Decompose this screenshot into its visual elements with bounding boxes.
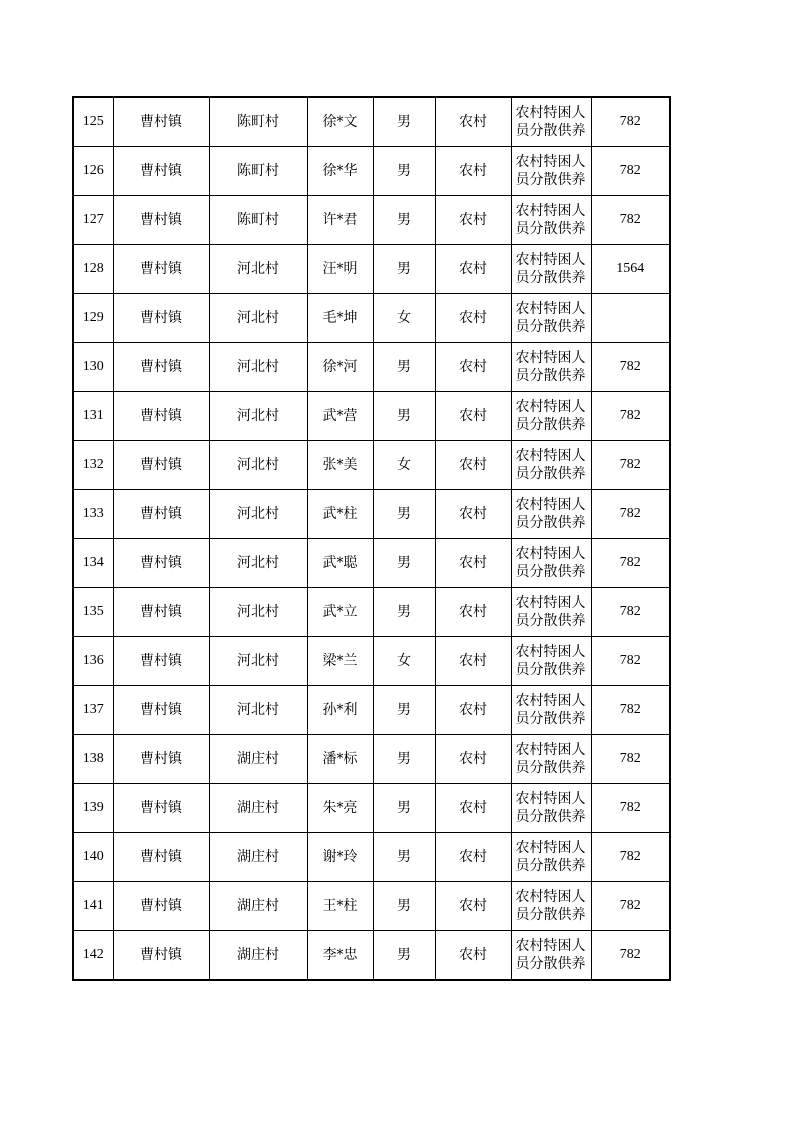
gender-cell: 男 bbox=[373, 490, 435, 539]
area-type-cell: 农村 bbox=[435, 882, 511, 931]
row-number-cell: 134 bbox=[73, 539, 113, 588]
gender-cell: 女 bbox=[373, 294, 435, 343]
table-body bbox=[73, 97, 670, 980]
table-row bbox=[73, 97, 670, 147]
gender-cell: 男 bbox=[373, 931, 435, 981]
person-name-cell: 张*美 bbox=[307, 441, 373, 490]
row-number-cell: 142 bbox=[73, 931, 113, 981]
table-row bbox=[73, 931, 670, 981]
area-type-cell: 农村 bbox=[435, 588, 511, 637]
person-name-cell: 孙*利 bbox=[307, 686, 373, 735]
village-cell: 河北村 bbox=[209, 343, 307, 392]
village-cell: 河北村 bbox=[209, 539, 307, 588]
person-name-cell: 武*营 bbox=[307, 392, 373, 441]
amount-cell bbox=[591, 294, 670, 343]
gender-cell: 男 bbox=[373, 882, 435, 931]
person-name-cell: 朱*亮 bbox=[307, 784, 373, 833]
town-cell: 曹村镇 bbox=[113, 539, 209, 588]
gender-cell: 女 bbox=[373, 637, 435, 686]
support-category-cell: 农村特困人员分散供养 bbox=[511, 931, 591, 981]
area-type-cell: 农村 bbox=[435, 147, 511, 196]
support-category-cell: 农村特困人员分散供养 bbox=[511, 637, 591, 686]
village-cell: 河北村 bbox=[209, 637, 307, 686]
row-number-cell: 128 bbox=[73, 245, 113, 294]
gender-cell: 男 bbox=[373, 196, 435, 245]
village-cell: 湖庄村 bbox=[209, 931, 307, 981]
row-number-cell: 138 bbox=[73, 735, 113, 784]
area-type-cell: 农村 bbox=[435, 735, 511, 784]
village-cell: 陈町村 bbox=[209, 147, 307, 196]
row-number-cell: 130 bbox=[73, 343, 113, 392]
amount-cell: 782 bbox=[591, 588, 670, 637]
town-cell: 曹村镇 bbox=[113, 97, 209, 147]
area-type-cell: 农村 bbox=[435, 392, 511, 441]
table-row bbox=[73, 441, 670, 490]
person-name-cell: 武*柱 bbox=[307, 490, 373, 539]
town-cell: 曹村镇 bbox=[113, 588, 209, 637]
relief-roster-table bbox=[72, 96, 671, 981]
village-cell: 河北村 bbox=[209, 490, 307, 539]
row-number-cell: 141 bbox=[73, 882, 113, 931]
table-row bbox=[73, 392, 670, 441]
village-cell: 河北村 bbox=[209, 441, 307, 490]
village-cell: 陈町村 bbox=[209, 97, 307, 147]
table-row bbox=[73, 245, 670, 294]
person-name-cell: 许*君 bbox=[307, 196, 373, 245]
person-name-cell: 李*忠 bbox=[307, 931, 373, 981]
town-cell: 曹村镇 bbox=[113, 245, 209, 294]
town-cell: 曹村镇 bbox=[113, 882, 209, 931]
table-row bbox=[73, 343, 670, 392]
person-name-cell: 武*立 bbox=[307, 588, 373, 637]
amount-cell: 782 bbox=[591, 490, 670, 539]
amount-cell: 782 bbox=[591, 686, 670, 735]
support-category-cell: 农村特困人员分散供养 bbox=[511, 490, 591, 539]
gender-cell: 男 bbox=[373, 833, 435, 882]
table-row bbox=[73, 686, 670, 735]
row-number-cell: 140 bbox=[73, 833, 113, 882]
support-category-cell: 农村特困人员分散供养 bbox=[511, 392, 591, 441]
town-cell: 曹村镇 bbox=[113, 931, 209, 981]
support-category-cell: 农村特困人员分散供养 bbox=[511, 833, 591, 882]
support-category-cell: 农村特困人员分散供养 bbox=[511, 147, 591, 196]
person-name-cell: 潘*标 bbox=[307, 735, 373, 784]
person-name-cell: 王*柱 bbox=[307, 882, 373, 931]
row-number-cell: 137 bbox=[73, 686, 113, 735]
table-row bbox=[73, 588, 670, 637]
person-name-cell: 徐*河 bbox=[307, 343, 373, 392]
row-number-cell: 133 bbox=[73, 490, 113, 539]
village-cell: 河北村 bbox=[209, 588, 307, 637]
gender-cell: 男 bbox=[373, 343, 435, 392]
support-category-cell: 农村特困人员分散供养 bbox=[511, 343, 591, 392]
person-name-cell: 谢*玲 bbox=[307, 833, 373, 882]
area-type-cell: 农村 bbox=[435, 833, 511, 882]
support-category-cell: 农村特困人员分散供养 bbox=[511, 784, 591, 833]
table-row bbox=[73, 490, 670, 539]
amount-cell: 782 bbox=[591, 97, 670, 147]
amount-cell: 782 bbox=[591, 392, 670, 441]
support-category-cell: 农村特困人员分散供养 bbox=[511, 539, 591, 588]
town-cell: 曹村镇 bbox=[113, 196, 209, 245]
gender-cell: 男 bbox=[373, 97, 435, 147]
gender-cell: 男 bbox=[373, 686, 435, 735]
support-category-cell: 农村特困人员分散供养 bbox=[511, 294, 591, 343]
area-type-cell: 农村 bbox=[435, 931, 511, 981]
town-cell: 曹村镇 bbox=[113, 294, 209, 343]
area-type-cell: 农村 bbox=[435, 343, 511, 392]
person-name-cell: 梁*兰 bbox=[307, 637, 373, 686]
town-cell: 曹村镇 bbox=[113, 735, 209, 784]
amount-cell: 782 bbox=[591, 784, 670, 833]
amount-cell: 782 bbox=[591, 833, 670, 882]
amount-cell: 782 bbox=[591, 343, 670, 392]
amount-cell: 782 bbox=[591, 882, 670, 931]
area-type-cell: 农村 bbox=[435, 539, 511, 588]
village-cell: 湖庄村 bbox=[209, 833, 307, 882]
support-category-cell: 农村特困人员分散供养 bbox=[511, 735, 591, 784]
table-row bbox=[73, 196, 670, 245]
town-cell: 曹村镇 bbox=[113, 784, 209, 833]
table-row bbox=[73, 539, 670, 588]
support-category-cell: 农村特困人员分散供养 bbox=[511, 441, 591, 490]
area-type-cell: 农村 bbox=[435, 490, 511, 539]
gender-cell: 男 bbox=[373, 735, 435, 784]
town-cell: 曹村镇 bbox=[113, 833, 209, 882]
town-cell: 曹村镇 bbox=[113, 392, 209, 441]
amount-cell: 782 bbox=[591, 441, 670, 490]
amount-cell: 782 bbox=[591, 735, 670, 784]
area-type-cell: 农村 bbox=[435, 97, 511, 147]
support-category-cell: 农村特困人员分散供养 bbox=[511, 245, 591, 294]
amount-cell: 782 bbox=[591, 637, 670, 686]
village-cell: 陈町村 bbox=[209, 196, 307, 245]
village-cell: 湖庄村 bbox=[209, 882, 307, 931]
table-row bbox=[73, 637, 670, 686]
person-name-cell: 汪*明 bbox=[307, 245, 373, 294]
table-row bbox=[73, 294, 670, 343]
row-number-cell: 136 bbox=[73, 637, 113, 686]
person-name-cell: 徐*华 bbox=[307, 147, 373, 196]
gender-cell: 男 bbox=[373, 784, 435, 833]
village-cell: 河北村 bbox=[209, 294, 307, 343]
table-row bbox=[73, 735, 670, 784]
row-number-cell: 129 bbox=[73, 294, 113, 343]
row-number-cell: 135 bbox=[73, 588, 113, 637]
town-cell: 曹村镇 bbox=[113, 343, 209, 392]
table-row bbox=[73, 833, 670, 882]
table-row bbox=[73, 882, 670, 931]
area-type-cell: 农村 bbox=[435, 196, 511, 245]
person-name-cell: 毛*坤 bbox=[307, 294, 373, 343]
area-type-cell: 农村 bbox=[435, 294, 511, 343]
area-type-cell: 农村 bbox=[435, 784, 511, 833]
gender-cell: 男 bbox=[373, 147, 435, 196]
person-name-cell: 武*聪 bbox=[307, 539, 373, 588]
row-number-cell: 131 bbox=[73, 392, 113, 441]
gender-cell: 男 bbox=[373, 588, 435, 637]
gender-cell: 男 bbox=[373, 245, 435, 294]
town-cell: 曹村镇 bbox=[113, 441, 209, 490]
area-type-cell: 农村 bbox=[435, 245, 511, 294]
row-number-cell: 126 bbox=[73, 147, 113, 196]
town-cell: 曹村镇 bbox=[113, 147, 209, 196]
amount-cell: 782 bbox=[591, 931, 670, 981]
support-category-cell: 农村特困人员分散供养 bbox=[511, 97, 591, 147]
person-name-cell: 徐*文 bbox=[307, 97, 373, 147]
village-cell: 湖庄村 bbox=[209, 735, 307, 784]
town-cell: 曹村镇 bbox=[113, 490, 209, 539]
support-category-cell: 农村特困人员分散供养 bbox=[511, 882, 591, 931]
support-category-cell: 农村特困人员分散供养 bbox=[511, 196, 591, 245]
amount-cell: 1564 bbox=[591, 245, 670, 294]
village-cell: 河北村 bbox=[209, 686, 307, 735]
row-number-cell: 125 bbox=[73, 97, 113, 147]
support-category-cell: 农村特困人员分散供养 bbox=[511, 588, 591, 637]
support-category-cell: 农村特困人员分散供养 bbox=[511, 686, 591, 735]
area-type-cell: 农村 bbox=[435, 441, 511, 490]
area-type-cell: 农村 bbox=[435, 637, 511, 686]
town-cell: 曹村镇 bbox=[113, 637, 209, 686]
village-cell: 河北村 bbox=[209, 245, 307, 294]
village-cell: 河北村 bbox=[209, 392, 307, 441]
gender-cell: 女 bbox=[373, 441, 435, 490]
gender-cell: 男 bbox=[373, 539, 435, 588]
row-number-cell: 132 bbox=[73, 441, 113, 490]
gender-cell: 男 bbox=[373, 392, 435, 441]
area-type-cell: 农村 bbox=[435, 686, 511, 735]
table-row bbox=[73, 147, 670, 196]
town-cell: 曹村镇 bbox=[113, 686, 209, 735]
amount-cell: 782 bbox=[591, 196, 670, 245]
amount-cell: 782 bbox=[591, 539, 670, 588]
row-number-cell: 127 bbox=[73, 196, 113, 245]
amount-cell: 782 bbox=[591, 147, 670, 196]
table-row bbox=[73, 784, 670, 833]
village-cell: 湖庄村 bbox=[209, 784, 307, 833]
row-number-cell: 139 bbox=[73, 784, 113, 833]
